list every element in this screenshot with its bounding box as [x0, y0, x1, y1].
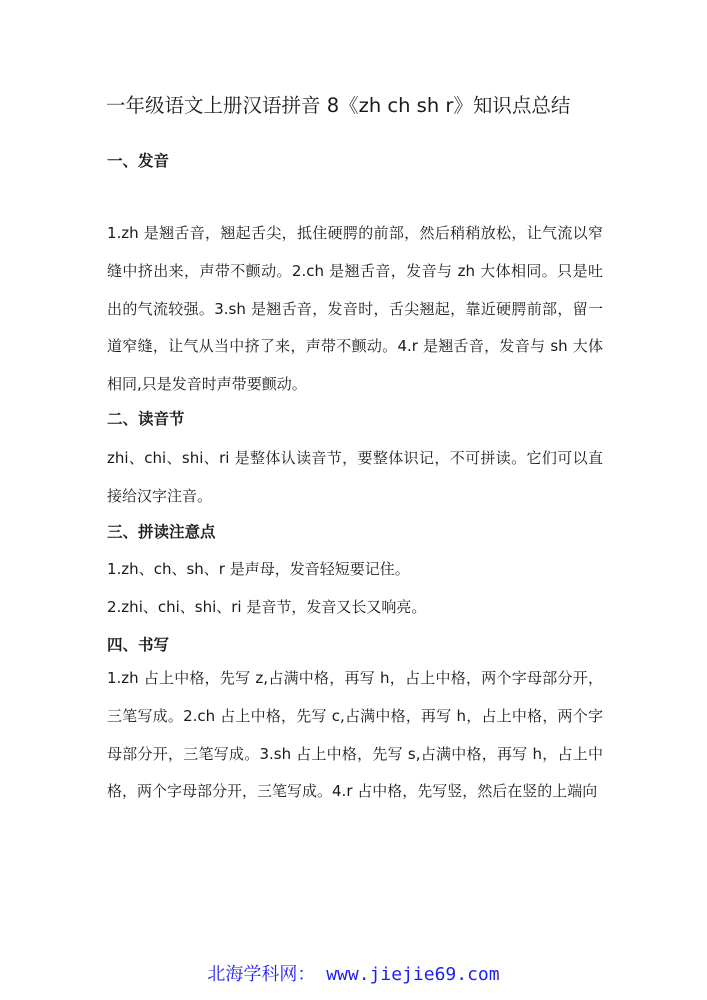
- section-heading-writing: 四、书写: [107, 636, 170, 654]
- section-paragraph-syllables: zhi、chi、shi、ri 是整体认读音节，要整体识记，不可拼读。它们可以直接给汉字注音。: [107, 449, 603, 505]
- section-line-spelling-note-2: 2.zhi、chi、shi、ri 是音节，发音又长又响亮。: [107, 598, 427, 616]
- section-paragraph-writing: 1.zh 占上中格，先写 z,占满中格，再写 h，占上中格，两个字母部分开，三笔写成。2.ch 占上中格，先写 c,占满中格，再写 h，占上中格，两个字母部分开，三笔写成。3.sh 占上中格，先写 s,占满中格，再写 h，占上中格，两个字母部分开，三笔写成。4.r 占中格，先写竖，然后在竖的上端向: [107, 669, 603, 801]
- footer-watermark: 北海学科网： www.jiejie69.com: [207, 964, 500, 985]
- section-heading-syllables: 二、读音节: [107, 410, 185, 428]
- section-heading-spelling-notes: 三、拼读注意点: [107, 523, 216, 541]
- document-title: 一年级语文上册汉语拼音 8《zh ch sh r》知识点总结: [106, 94, 571, 117]
- section-line-spelling-note-1: 1.zh、ch、sh、r 是声母，发音轻短要记住。: [107, 560, 410, 578]
- section-heading-pronunciation: 一、发音: [107, 152, 170, 170]
- section-paragraph-pronunciation: 1.zh 是翘舌音，翘起舌尖，抵住硬腭的前部，然后稍稍放松，让气流以窄缝中挤出来，声带不颤动。2.ch 是翘舌音，发音与 zh 大体相同。只是吐出的气流较强。3.sh 是翘舌音，发音时，舌尖翘起，靠近硬腭前部，留一道窄缝，让气从当中挤了来，声带不颤动。4.r 是翘舌音，发音与 sh 大体相同,只是发音时声带要颤动。: [107, 224, 603, 394]
